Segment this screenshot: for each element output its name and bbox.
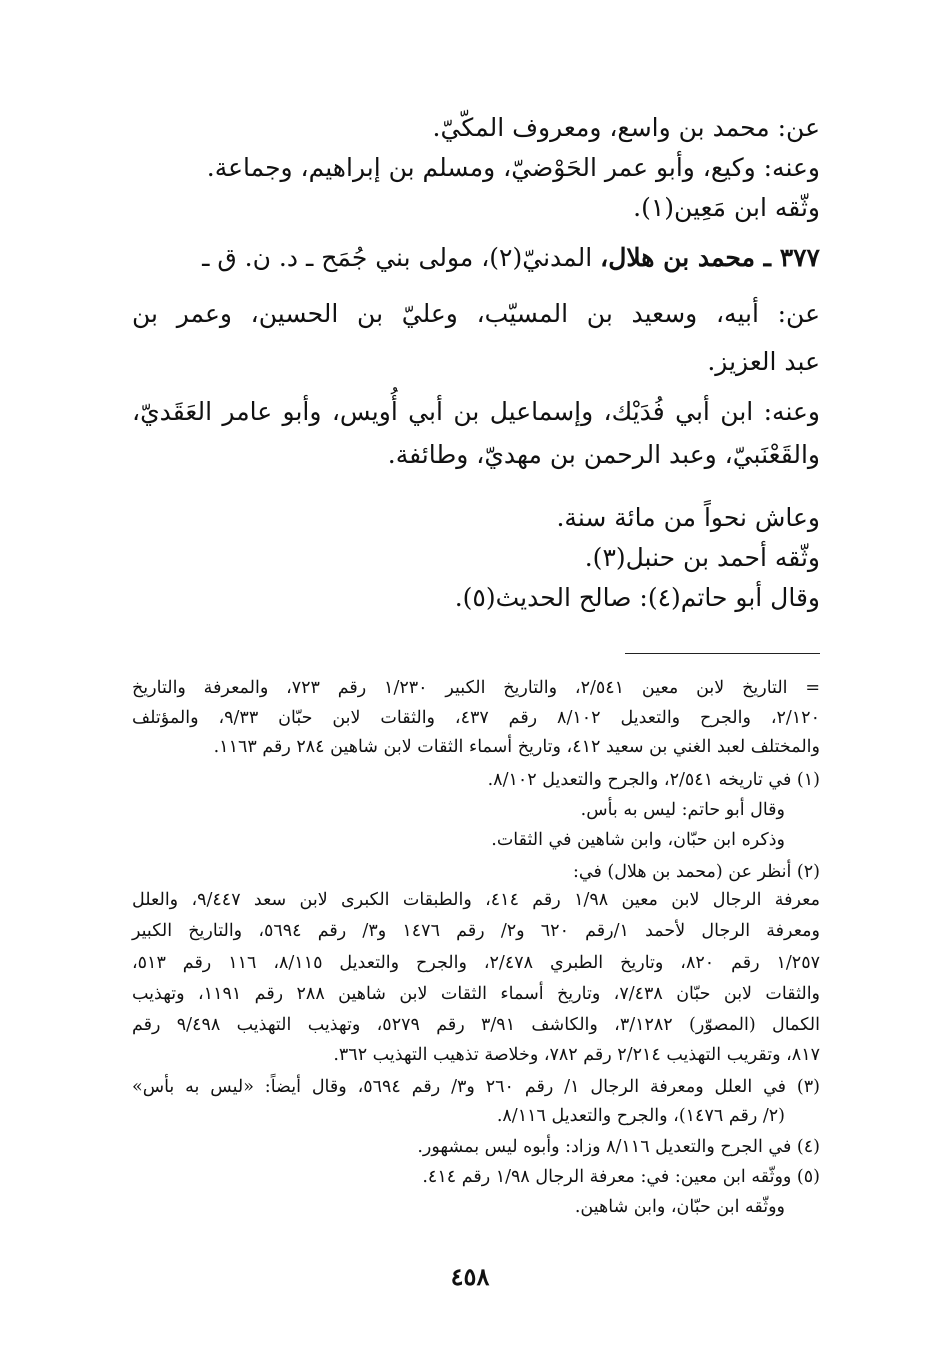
footnote-2-line5: والثقات لابن حبّان ٧/٤٣٨، وتاريخ أسماء الثقات لابن شاهين ٢٨٨ رقم ١١٩١، وتهذيب — [132, 984, 821, 1004]
footnote-separator — [625, 653, 820, 654]
footnote-2-line1: (٢) أنظر عن (محمد بن هلال) في: — [573, 862, 820, 882]
entry-377-from-line1: عن: أبيه، وسعيد بن المسيّب، وعليّ بن الحسين، وعمر بن — [132, 299, 820, 328]
entry-376-trust: وثّقه ابن مَعِين(١). — [633, 193, 820, 222]
footnote-5-line2: ووثّقه ابن حبّان، وابن شاهين. — [574, 1197, 785, 1217]
entry-377-via-line2: والقَعْنَبيّ، وعبد الرحمن بن مهديّ، وطائفة. — [387, 440, 820, 469]
footnote-2-line2: معرفة الرجال لابن معين ١/٩٨ رقم ٤١٤، والطبقات الكبرى لابن سعد ٩/٤٤٧، والعلل — [132, 890, 820, 910]
footnote-4-line1: (٤) في الجرح والتعديل ٨/١١٦ وزاد: وأبوه ليس بمشهور. — [417, 1137, 820, 1157]
entry-377-number-name: ٣٧٧ ـ محمد بن هلال، — [600, 243, 820, 272]
entry-376-via: وعنه: وكيع، وأبو عمر الحَوْضيّ، ومسلم بن إبراهيم، وجماعة. — [206, 153, 820, 182]
page-number: ٤٥٨ — [450, 1262, 490, 1291]
footnote-2-line7: ٨١٧، وتقريب التهذيب ٢/٢١٤ رقم ٧٨٢، وخلاصة تذهيب التهذيب ٣٦٢. — [333, 1045, 820, 1065]
entry-377-ahmad: وثّقه أحمد بن حنبل(٣). — [584, 543, 820, 572]
footnote-2-line6: الكمال (المصوّر) ٣/١٢٨٢، والكاشف ٣/٩١ رقم ٥٢٧٩، وتهذيب التهذيب ٩/٤٩٨ رقم — [132, 1015, 821, 1035]
footnote-continuation-line1: = التاريخ لابن معين ٢/٥٤١، والتاريخ الكبير ١/٢٣٠ رقم ٧٢٣، والمعرفة والتاريخ — [132, 678, 820, 698]
entry-377-from-line2: عبد العزيز. — [707, 347, 820, 376]
footnote-2-line3: ومعرفة الرجال لأحمد ١/رقم ٦٢٠ و٢/ رقم ١٤٧٦ و٣/ رقم ٥٦٩٤، والتاريخ الكبير — [132, 921, 820, 941]
footnote-1-line3: وذكره ابن حبّان، وابن شاهين في الثقات. — [491, 830, 785, 850]
footnote-continuation-line2: ٢/١٢٠، والجرح والتعديل ٨/١٠٢ رقم ٤٣٧، والثقات لابن حبّان ٩/٣٣، والمؤتلف — [132, 708, 820, 728]
footnote-1-line2: وقال أبو حاتم: ليس به بأس. — [580, 800, 785, 820]
entry-377-lived: وعاش نحواً من مائة سنة. — [556, 503, 820, 532]
footnote-3-line2: (٢/ رقم ١٤٧٦)، والجرح والتعديل ٨/١١٦. — [496, 1106, 785, 1126]
footnote-3-line1: (٣) في العلل ومعرفة الرجال ١/ رقم ٢٦٠ و٣/ رقم ٥٦٩٤، وقال أيضاً: «ليس به بأس» — [132, 1077, 820, 1097]
footnote-2-line4: ١/٢٥٧ رقم ٨٢٠، وتاريخ الطبري ٢/٤٧٨، والجرح والتعديل ٨/١١٥، ١١٦ رقم ٥١٣، — [132, 953, 820, 973]
footnote-continuation-line3: والمختلف لعبد الغني بن سعيد ٤١٢، وتاريخ أسماء الثقات لابن شاهين ٢٨٤ رقم ١١٦٣. — [213, 737, 820, 757]
entry-376-from: عن: محمد بن واسع، ومعروف المكّيّ. — [432, 113, 820, 142]
entry-377-abuhatim: وقال أبو حاتم(٤): صالح الحديث(٥). — [454, 583, 820, 612]
entry-377-heading-rest: المدنيّ(٢)، مولى بني جُمَح ـ د. ن. ق ـ — [202, 243, 601, 272]
entry-377-heading — [202, 243, 820, 272]
footnote-1-line1: (١) في تاريخه ٢/٥٤١، والجرح والتعديل ٨/١٠٢. — [487, 770, 820, 790]
entry-377-via-line1: وعنه: ابن أبي فُدَيْك، وإسماعيل بن أبي أُويس، وأبو عامر العَقَديّ، — [132, 397, 820, 426]
footnote-5-line1: (٥) ووثّقه ابن معين: في: معرفة الرجال ١/٩٨ رقم ٤١٤. — [422, 1167, 820, 1187]
